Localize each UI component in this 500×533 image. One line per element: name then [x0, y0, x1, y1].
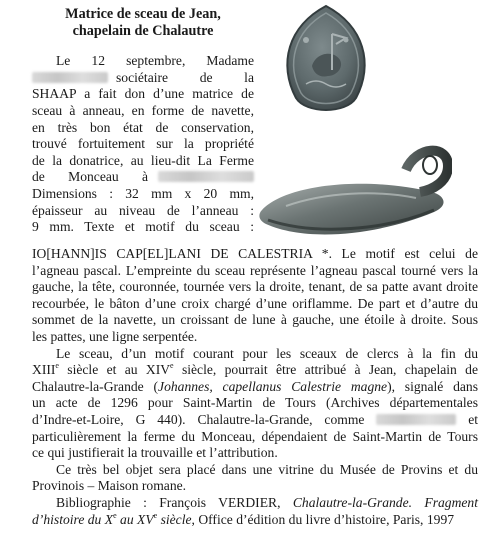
redacted-place [158, 171, 254, 182]
text-line: Chalautre-la-Grande (Johannes, capellanus Calestrie magne), signalé dans [32, 378, 478, 394]
text-line: Provinois – Maison romane. [32, 478, 187, 494]
text-line: particulièrement la ferme du Monceau, dépendaient de Saint-Martin de Tours [32, 428, 478, 444]
text-line: d’Indre-et-Loire, G 440). Chalautre-la-Grande, comme et [32, 411, 478, 427]
body-text [32, 246, 478, 528]
left-column [32, 6, 254, 236]
text-line: en très bon état de conservation, [32, 119, 254, 135]
seal-impression-photo [276, 4, 376, 118]
text-line: IO[HANN]IS CAP[EL]LANI DE CALESTRIA *. Le motif est celui de [32, 246, 478, 261]
text-line: gauche, la tête, couronnée, tournée vers la droite, tenant, de sa patte avant droite [32, 279, 478, 295]
text-line: trouvé fortuitement sur la propriété [32, 136, 254, 152]
text-line: sommet de la navette, un croissant de lune à gauche, une étoile à droite. Sous [32, 312, 478, 328]
text-line: Le sceau, d’un motif courant pour les sceaux de clercs à la fin du [56, 345, 478, 361]
text-line: ce qui justifierait la trouvaille et l’attribution. [32, 445, 278, 461]
text-line: sceau à anneau, en forme de navette, [32, 102, 254, 118]
redacted-name [32, 72, 108, 83]
redacted-place [376, 414, 456, 425]
text-line: les pattes, une ligne serpentée. [32, 328, 198, 344]
text-line: recourbée, le bâton d’une croix chargé d’une oriflamme. De part et d’autre du [32, 295, 478, 311]
text-line: Le 12 septembre, Madame [56, 53, 254, 69]
bibliography-line: d’histoire du Xe au XVe siècle, Office d’édition du livre d’histoire, Paris, 1997 [32, 510, 455, 527]
text-line: Dimensions : 32 mm x 20 mm, [32, 185, 254, 201]
text-line: un acte de 1296 pour Saint-Martin de Tours (Archives départementales [32, 395, 478, 411]
text-line: 9 mm. Texte et motif du sceau : [32, 219, 254, 235]
text-line: SHAAP a fait don d’une matrice de [32, 86, 254, 102]
text-line: l’agneau pascal. L’empreinte du sceau représente l’agneau pascal tourné vers la [32, 262, 478, 278]
bibliography-line: Bibliographie : François VERDIER, Chalautre-la-Grande. Fragment [56, 494, 478, 510]
seal-matrix-photo [256, 140, 452, 250]
text-line: épaisseur au niveau de l’anneau : [32, 202, 254, 218]
article-title-line1: Matrice de sceau de Jean, [65, 6, 221, 22]
text-line: de la donatrice, au lieu-dit La Ferme [32, 152, 254, 168]
text-line: Ce très bel objet sera placé dans une vitrine du Musée de Provins et du [56, 461, 478, 477]
text-line: XIIIe siècle et au XIVe siècle, pourrait être attribué à Jean, chapelain de [32, 361, 479, 378]
text-line: de Monceau à [32, 169, 254, 186]
text-line: sociétaire de la [32, 70, 254, 87]
article-title-line2: chapelain de Chalautre [72, 22, 214, 39]
